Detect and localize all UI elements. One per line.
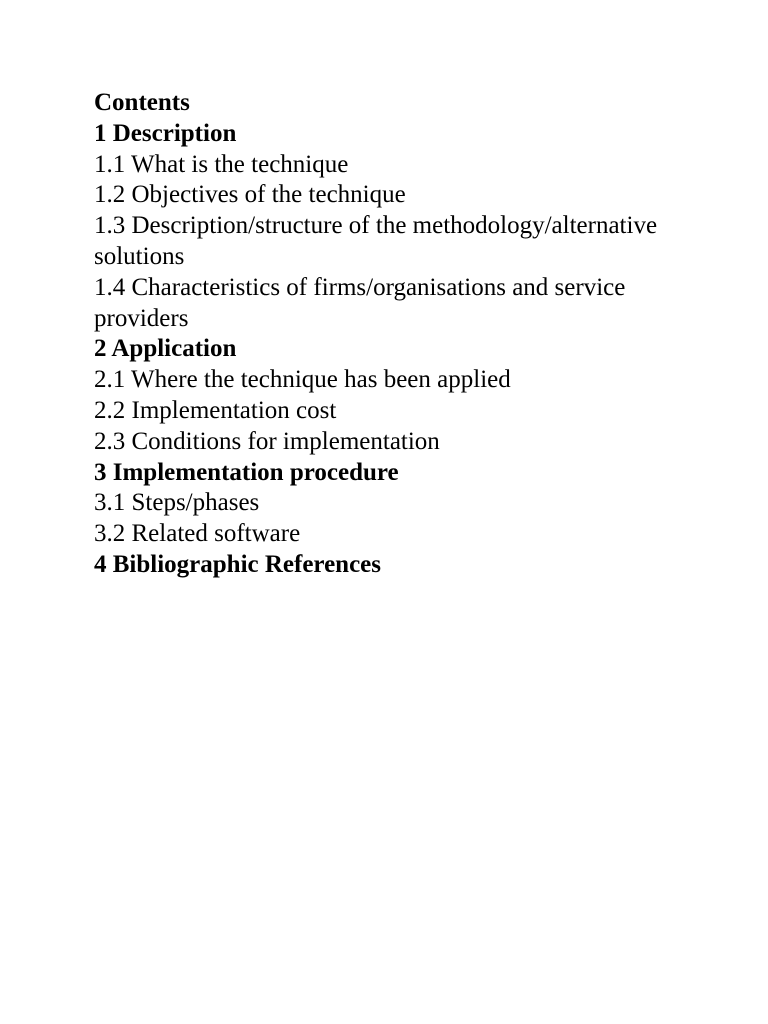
toc-section-4-bibliographic-references: 4 Bibliographic References (94, 550, 381, 578)
toc-item-1-2: 1.2 Objectives of the technique (94, 181, 406, 209)
toc-section-1-description: 1 Description (94, 119, 237, 147)
toc-item-1-3: 1.3 Description/structure of the methodology/alternative solutions (94, 212, 658, 270)
toc-item-2-2: 2.2 Implementation cost (94, 396, 337, 424)
toc-item-1-1: 1.1 What is the technique (94, 150, 349, 178)
table-of-contents (94, 119, 714, 581)
toc-item-3-1: 3.1 Steps/phases (94, 489, 260, 517)
toc-item-1-4: 1.4 Characteristics of firms/organisations and service providers (94, 273, 626, 332)
toc-section-2-application: 2 Application (94, 335, 237, 363)
toc-section-3-implementation-procedure: 3 Implementation procedure (94, 458, 399, 486)
toc-item-3-2: 3.2 Related software (94, 520, 301, 548)
toc-item-2-3: 2.3 Conditions for implementation (94, 427, 440, 455)
document-page (94, 88, 714, 581)
toc-item-2-1: 2.1 Where the technique has been applied (94, 366, 511, 394)
contents-title: Contents (94, 89, 190, 116)
